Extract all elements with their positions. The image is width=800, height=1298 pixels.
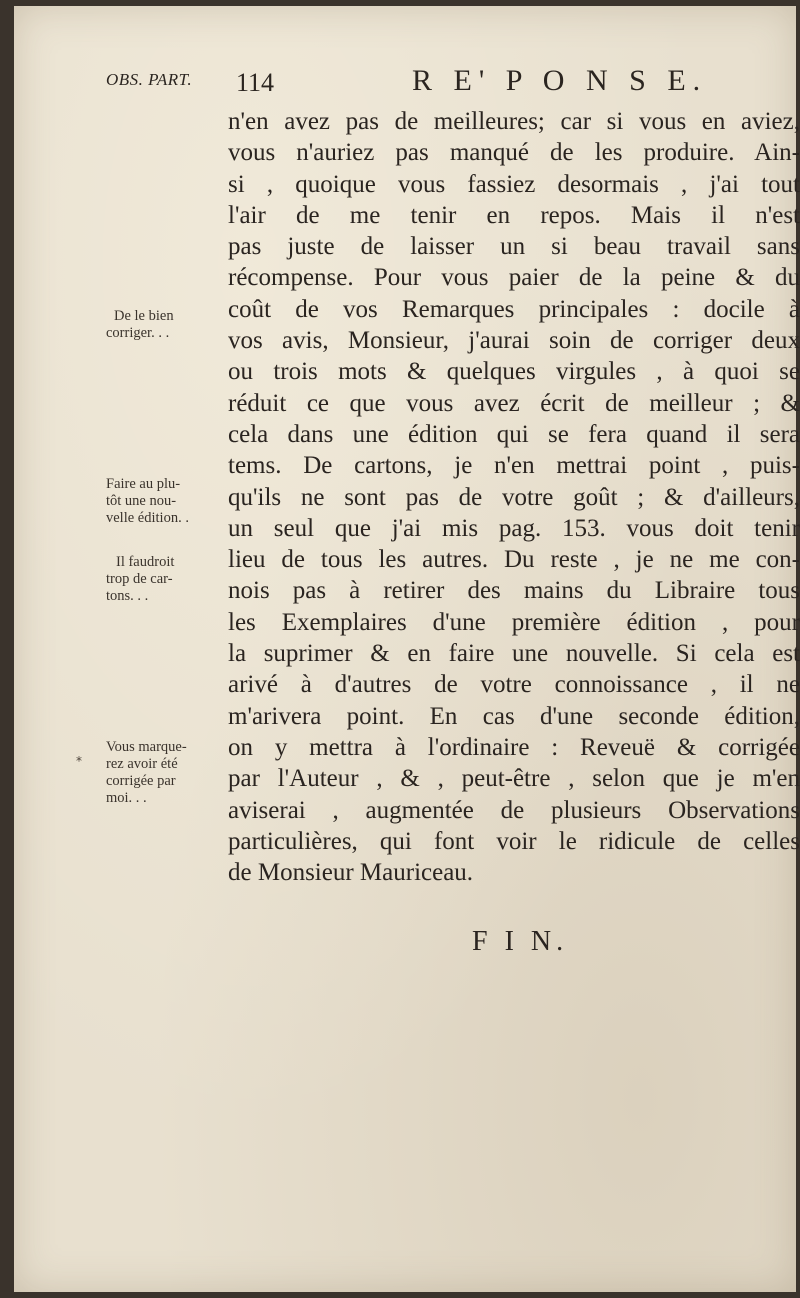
text-line: nois pas à retirer des mains du Libraire tous: [228, 577, 800, 605]
main-text: [228, 106, 800, 888]
text-line: pas juste de laisser un si beau travail sans: [228, 233, 800, 261]
margin-note-line: rez avoir été: [106, 756, 178, 772]
margin-note-line: tôt une nou-: [106, 493, 177, 509]
text-line: arivé à d'autres de votre connoissance , il ne: [228, 671, 800, 699]
text-line: lieu de tous les autres. Du reste , je ne me con-: [228, 546, 800, 574]
text-line: les Exemplaires d'une première édition , pour: [228, 608, 800, 636]
text-line: particulières, qui font voir le ridicule de celles: [228, 827, 800, 855]
running-header: [14, 64, 796, 104]
margin-note-1: [106, 308, 234, 342]
margin-note-2: [106, 476, 234, 527]
text-line: vous n'auriez pas manqué de les produire. Ain-: [228, 139, 800, 167]
margin-note-line: tons. . .: [106, 588, 149, 604]
running-title: R E' P O N S E.: [412, 64, 708, 97]
header-margin-label: OBS. PART.: [106, 70, 193, 89]
margin-note-line: Vous marque-: [106, 739, 187, 755]
page-number: 114: [236, 68, 275, 97]
text-line: on y mettra à l'ordinaire : Reveuë & corrigée: [228, 733, 800, 761]
margin-note-line: velle édition. .: [106, 510, 189, 526]
text-line: un seul que j'ai mis pag. 153. vous doit tenir: [228, 514, 800, 542]
text-line: n'en avez pas de meilleures; car si vous en aviez,: [228, 108, 800, 135]
margin-note-line: corriger. . .: [106, 325, 170, 341]
margin-note-line: corrigée par: [106, 773, 176, 789]
text-line: récompense. Pour vous paier de la peine & du: [228, 264, 800, 292]
text-line: qu'ils ne sont pas de votre goût ; & d'ailleurs,: [228, 483, 800, 511]
text-line: m'arivera point. En cas d'une seconde édition,: [228, 702, 800, 730]
fin-text: F I N.: [472, 926, 569, 957]
margin-note-line: trop de car-: [106, 571, 173, 587]
text-line: par l'Auteur , & , peut-être , selon que je m'en: [228, 765, 800, 793]
text-line: de Monsieur Mauriceau.: [228, 859, 474, 887]
text-line: l'air de me tenir en repos. Mais il n'est: [228, 201, 800, 229]
margin-note-line: Faire au plu-: [106, 476, 181, 492]
margin-note-line: moi. . .: [106, 790, 147, 806]
margin-note-line: De le bien: [114, 308, 174, 324]
text-line: vos avis, Monsieur, j'aurai soin de corriger deux: [228, 327, 800, 355]
margin-note-3: [106, 554, 234, 605]
text-line: tems. De cartons, je n'en mettrai point , puis-: [228, 452, 800, 480]
text-line: aviserai , augmentée de plusieurs Observations: [228, 796, 800, 824]
asterisk-mark: *: [76, 754, 82, 768]
margin-note-line: Il faudroit: [116, 554, 175, 570]
text-line: si , quoique vous fassiez desormais , j'ai tout: [228, 170, 800, 198]
margin-note-4: [106, 739, 234, 807]
text-line: coût de vos Remarques principales : docile à: [228, 295, 800, 323]
text-line: cela dans une édition qui se fera quand il sera: [228, 420, 800, 448]
text-line: réduit ce que vous avez écrit de meilleur ; &: [228, 389, 800, 417]
book-page: [14, 6, 800, 1292]
text-line: ou trois mots & quelques virgules , à quoi se: [228, 358, 800, 386]
text-line: la suprimer & en faire une nouvelle. Si cela est: [228, 640, 800, 668]
